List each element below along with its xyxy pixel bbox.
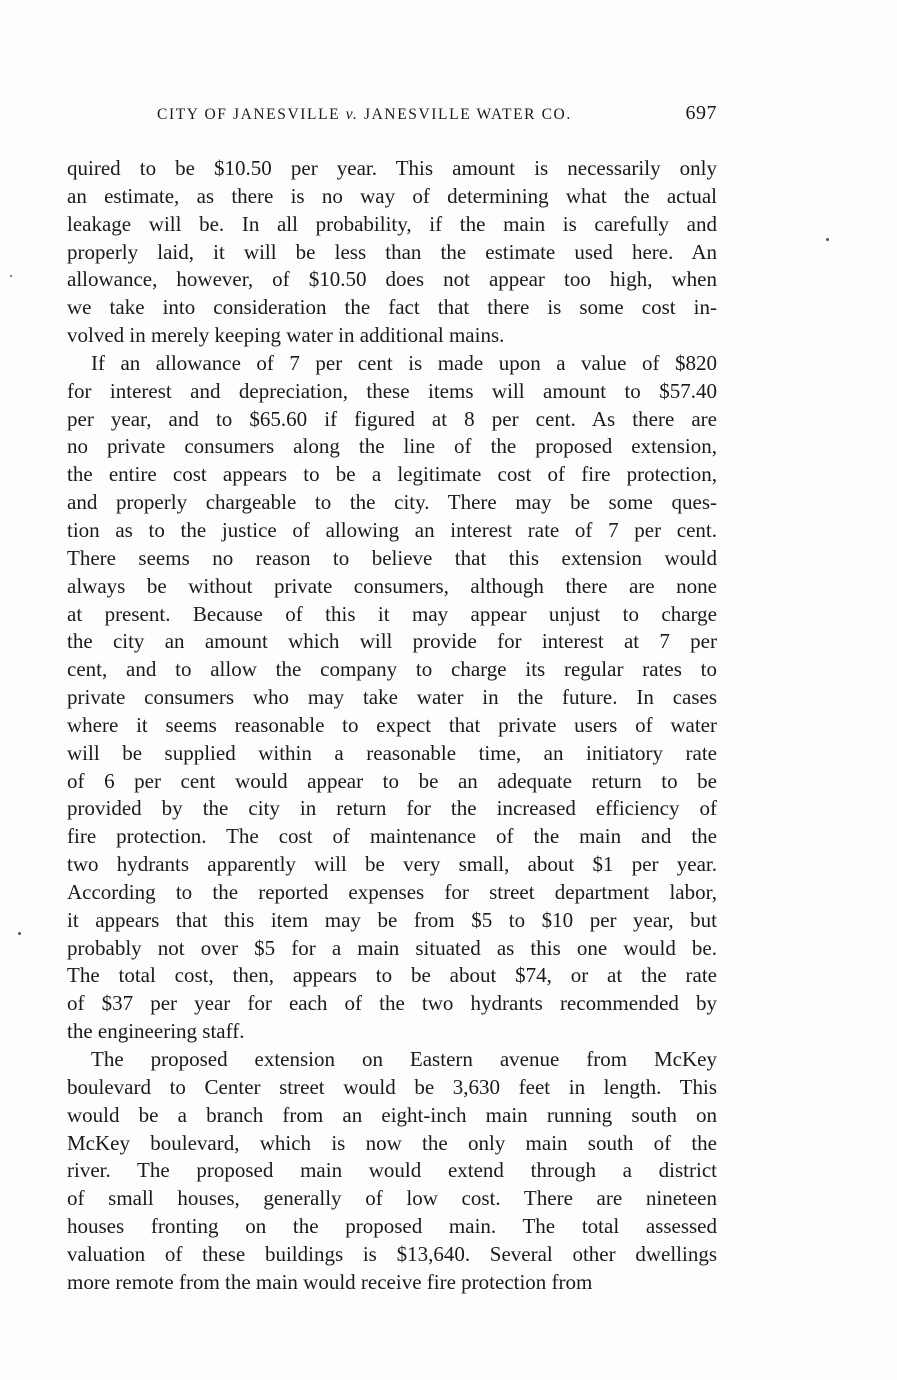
text-line: quired to be $10.50 per year. This amount is necessarily only <box>67 156 717 180</box>
text-line: an estimate, as there is no way of determining what the actual <box>67 183 717 208</box>
text-line: more remote from the main would receive fire protection from <box>67 1269 593 1294</box>
text-line: for interest and depreciation, these items will amount to $57.40 <box>67 378 717 403</box>
text-line: the city an amount which will provide for interest at 7 per <box>67 629 717 654</box>
text-line: always be without private consumers, although there are none <box>67 573 717 598</box>
text-line: There seems no reason to believe that this extension would <box>67 545 717 570</box>
text-line: and properly chargeable to the city. There may be some ques- <box>67 490 717 515</box>
running-header <box>67 100 717 134</box>
text-line: will be supplied within a reasonable time, an initiatory rate <box>67 740 717 765</box>
text-line: fire protection. The cost of maintenance of the main and the <box>67 824 717 849</box>
text-line: tion as to the justice of allowing an interest rate of 7 per cent. <box>67 517 717 542</box>
text-line: private consumers who may take water in the future. In cases <box>67 685 717 710</box>
text-line: If an allowance of 7 per cent is made upon a value of $820 <box>91 350 717 375</box>
text-line: allowance, however, of $10.50 does not appear too high, when <box>67 267 717 292</box>
text-line: at present. Because of this it may appear unjust to charge <box>67 601 717 626</box>
text-line: the entire cost appears to be a legitimate cost of fire protection, <box>67 462 717 487</box>
text-line: boulevard to Center street would be 3,630 feet in length. This <box>67 1074 717 1099</box>
text-line: McKey boulevard, which is now the only main south of the <box>67 1130 717 1155</box>
text-line: two hydrants apparently will be very small, about $1 per year. <box>67 852 717 877</box>
text-line: leakage will be. In all probability, if the main is carefully and <box>67 211 717 236</box>
scan-speck <box>826 238 829 241</box>
paragraph-2 <box>67 350 717 1046</box>
page-number: 697 <box>685 102 717 124</box>
text-line: the engineering staff. <box>67 1019 245 1044</box>
text-line: houses fronting on the proposed main. The total assessed <box>67 1214 717 1239</box>
text-line: where it seems reasonable to expect that private users of water <box>67 712 717 737</box>
text-line: of $37 per year for each of the two hydrants recommended by <box>67 991 717 1016</box>
running-title: CITY OF JANESVILLE v. JANESVILLE WATER CO. <box>157 106 572 123</box>
paragraph-1 <box>67 155 717 350</box>
text-line: no private consumers along the line of the proposed extension, <box>67 434 717 459</box>
text-line: volved in merely keeping water in additional mains. <box>67 323 505 348</box>
text-line: According to the reported expenses for street department labor, <box>67 879 717 904</box>
text-line: it appears that this item may be from $5 to $10 per year, but <box>67 907 717 932</box>
text-line: cent, and to allow the company to charge its regular rates to <box>67 657 717 682</box>
text-line: of 6 per cent would appear to be an adequate return to be <box>67 768 717 793</box>
text-line: The total cost, then, appears to be about $74, or at the rate <box>67 963 717 988</box>
text-line: river. The proposed main would extend through a district <box>67 1158 717 1183</box>
text-line: The proposed extension on Eastern avenue from McKey <box>91 1047 717 1071</box>
text-line: provided by the city in return for the increased efficiency of <box>67 796 717 821</box>
text-line: would be a branch from an eight-inch main running south on <box>67 1102 717 1127</box>
scan-speck <box>10 275 12 277</box>
text-line: properly laid, it will be less than the estimate used here. An <box>67 239 717 264</box>
paragraph-3 <box>67 1046 717 1297</box>
text-line: we take into consideration the fact that there is some cost in- <box>67 295 717 320</box>
text-line: probably not over $5 for a main situated as this one would be. <box>67 935 717 960</box>
text-line: per year, and to $65.60 if figured at 8 per cent. As there are <box>67 406 717 431</box>
text-line: valuation of these buildings is $13,640. Several other dwellings <box>67 1241 717 1266</box>
body-text <box>67 155 717 1297</box>
scan-speck <box>18 932 21 935</box>
text-line: of small houses, generally of low cost. There are nineteen <box>67 1186 717 1211</box>
